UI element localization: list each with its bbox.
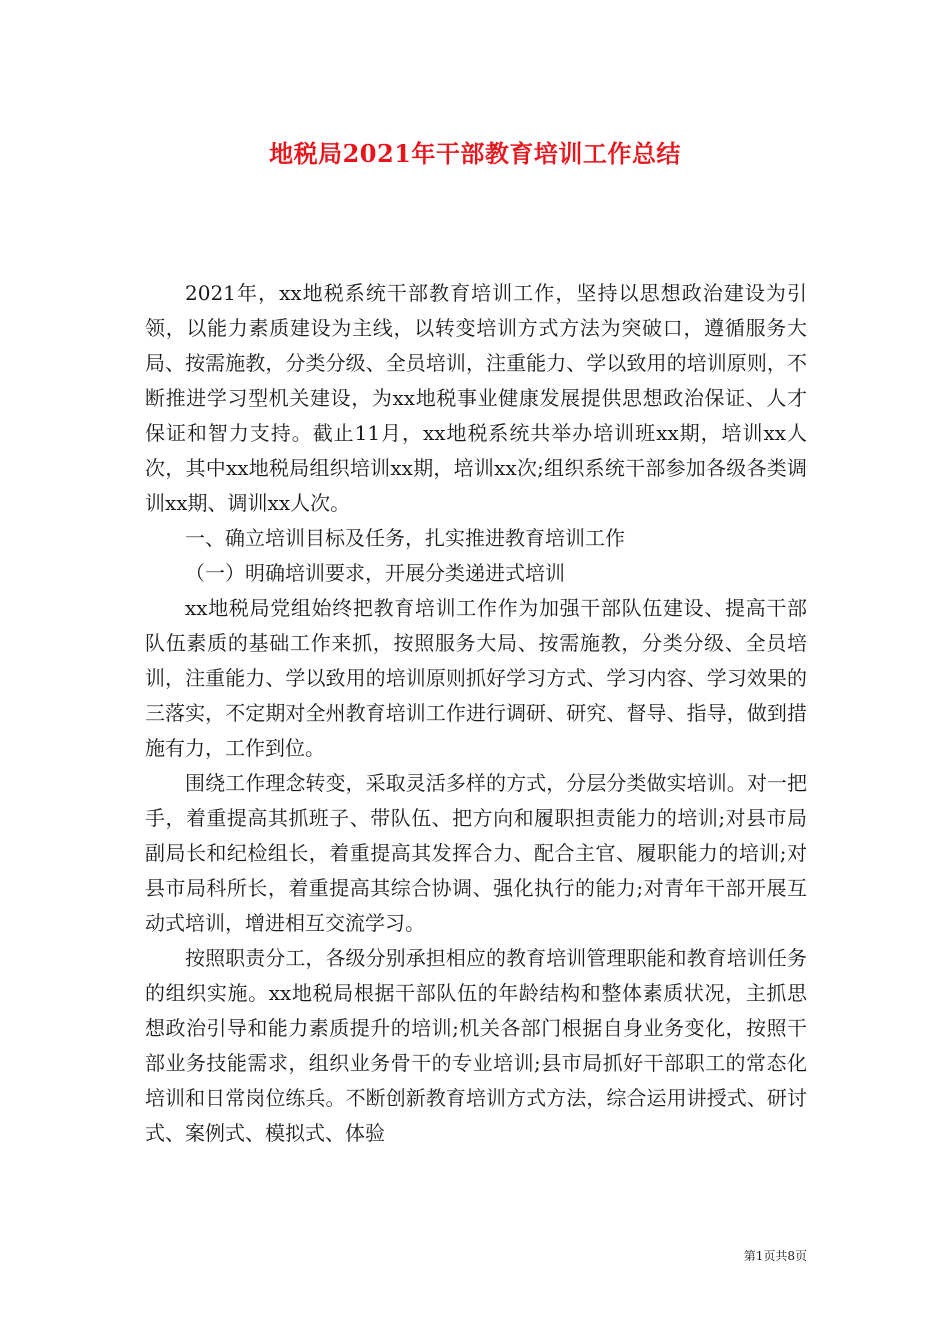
document-title: 地税局2021年干部教育培训工作总结	[269, 139, 681, 168]
subsection-heading: （一）明确培训要求，开展分类递进式培训	[185, 561, 565, 585]
section-heading: 一、确立培训目标及任务，扎实推进教育培训工作	[185, 526, 625, 550]
document-body	[145, 276, 807, 1151]
page-number: 第1页共8页	[743, 1249, 807, 1263]
paragraph-intro: 2021年，xx地税系统干部教育培训工作，坚持以思想政治建设为引领，以能力素质建设为主线，以转变培训方式方法为突破口，遵循服务大局、按需施教，分类分级、全员培训，注重能力、学以致用的培训原则，不断推进学习型机关建设，为xx地税事业健康发展提供思想政治保证、人才保证和智力支持。截止11月，xx地税系统共举办培训班xx期，培训xx人次，其中xx地税局组织培训xx期，培训xx次;组织系统干部参加各级各类调训xx期、调训xx人次。	[145, 281, 807, 515]
paragraph: 围绕工作理念转变，采取灵活多样的方式，分层分类做实培训。对一把手，着重提高其抓班子、带队伍、把方向和履职担责能力的培训;对县市局副局长和纪检组长，着重提高其发挥合力、配合主官、履职能力的培训;对县市局科所长，着重提高其综合协调、强化执行的能力;对青年干部开展互动式培训，增进相互交流学习。	[145, 771, 807, 935]
paragraph: 按照职责分工，各级分别承担相应的教育培训管理职能和教育培训任务的组织实施。xx地税局根据干部队伍的年龄结构和整体素质状况，主抓思想政治引导和能力素质提升的培训;机关各部门根据自身业务变化，按照干部业务技能需求，组织业务骨干的专业培训;县市局抓好干部职工的常态化培训和日常岗位练兵。不断创新教育培训方式方法，综合运用讲授式、研讨式、案例式、模拟式、体验	[145, 946, 807, 1145]
paragraph: xx地税局党组始终把教育培训工作作为加强干部队伍建设、提高干部队伍素质的基础工作来抓，按照服务大局、按需施教，分类分级、全员培训，注重能力、学以致用的培训原则抓好学习方式、学习内容、学习效果的三落实，不定期对全州教育培训工作进行调研、研究、督导、指导，做到措施有力，工作到位。	[145, 596, 807, 760]
